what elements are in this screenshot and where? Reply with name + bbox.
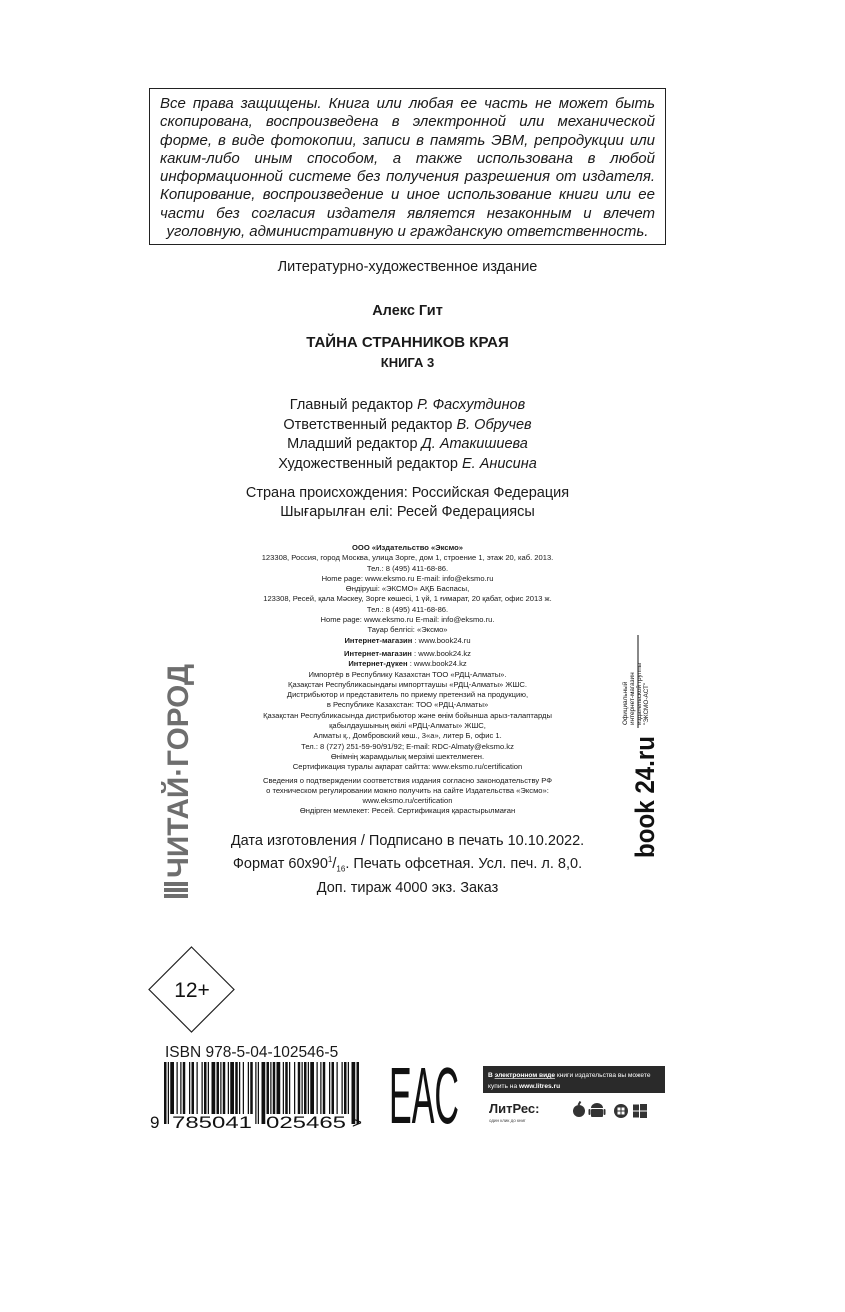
book24-caption-line: Официальный — [622, 681, 629, 725]
barcode-bar — [273, 1062, 276, 1114]
publisher-info-line: Өнімнің жарамдылық мерзімі шектелмеген. — [330, 751, 485, 761]
rights-notice-box — [149, 88, 666, 245]
barcode-bar — [170, 1062, 174, 1114]
barcode-bar — [344, 1062, 347, 1114]
barcode-bar — [243, 1062, 244, 1114]
barcode-digit-lead: 9 — [150, 1113, 160, 1132]
age-rating-text: 12+ — [174, 979, 210, 1002]
edition-type: Литературно-художественное издание — [277, 259, 538, 275]
litres-block — [483, 1066, 665, 1126]
litres-line-2: купить на www.litres.ru — [488, 1083, 561, 1090]
publisher-info-line: Home page: www.eksmo.ru E-mail: info@eksmo.ru. — [320, 615, 495, 625]
barcode-bar — [342, 1062, 343, 1114]
book-number: КНИГА 3 — [380, 355, 435, 370]
publisher-info-line: Өндіруші: «ЭКСМО» АҚБ Баспасы, — [345, 584, 470, 594]
book24-text: book 24.ru — [630, 721, 660, 858]
barcode-bar — [220, 1062, 221, 1114]
publisher-info-line: Home page: www.eksmo.ru E-mail: info@eksmo.ru — [321, 573, 494, 583]
barcode-bar — [230, 1062, 234, 1114]
book24-caption-line: интернет-магазин — [629, 672, 636, 725]
country-ru: Страна происхождения: Российская Федерация — [245, 485, 570, 501]
eac-text: EAC — [389, 1064, 459, 1126]
publisher-info-line: Интернет-магазин : www.book24.kz — [344, 648, 471, 658]
editor-line: Главный редактор Р. Фасхутдинов — [289, 397, 526, 413]
author-name: Алекс Гит — [372, 303, 443, 319]
android-icon — [589, 1103, 606, 1117]
barcode-bar — [239, 1062, 240, 1114]
windows-icon — [633, 1104, 647, 1118]
isbn: ISBN 978-5-04-102546-5 — [165, 1044, 339, 1061]
barcode-bar — [177, 1062, 178, 1114]
barcode-digits-right: 025465 — [266, 1113, 346, 1132]
barcode-bar — [270, 1062, 271, 1114]
editor-line: Младший редактор Д. Атакишиева — [287, 436, 528, 453]
book24-caption-line: издательской группы — [636, 662, 643, 725]
barcode-bar — [258, 1062, 259, 1124]
chitai-gorod-logo — [110, 660, 230, 900]
barcode-bar — [348, 1062, 349, 1114]
eac-conformity-mark — [388, 1064, 460, 1126]
publisher-info-line: 123308, Ресей, қала Мәскеу, Зорге көшесі, 1 үй, 1 ғимарат, 20 қабат, офис 2013 ж. — [263, 594, 552, 604]
age-rating-badge — [148, 946, 235, 1033]
publisher-info-line: қабылдаушының өкілі «РДЦ-Алматы» ЖШС, — [329, 721, 486, 731]
publisher-info-line: в Республике Казахстан: ТОО «РДЦ-Алматы» — [326, 700, 489, 710]
barcode-bar — [285, 1062, 288, 1114]
windows-phone-icon — [614, 1104, 628, 1118]
barcode-bar — [267, 1062, 270, 1114]
litres-tagline: один клик до книг — [489, 1118, 526, 1123]
barcode-bar — [192, 1062, 195, 1114]
barcode-bar — [235, 1062, 238, 1114]
barcode-bar — [212, 1062, 216, 1114]
editor-line: Художественный редактор Е. Анисина — [278, 455, 537, 472]
barcode-bar — [337, 1062, 338, 1114]
barcode — [150, 1062, 365, 1132]
publisher-info-line: Дистрибьютор и представитель по приему претензий на продукцию, — [286, 690, 529, 700]
publisher-info-line: Тел.: 8 (495) 411-68-86. — [366, 604, 449, 614]
barcode-bar — [310, 1062, 314, 1114]
barcode-bar — [262, 1062, 266, 1124]
print-run: Доп. тираж 4000 экз. Заказ — [316, 879, 499, 896]
publisher-info-line: ООО «Издательство «Эксмо» — [352, 543, 463, 552]
publisher-info-line: Интернет-дүкен : www.book24.kz — [348, 659, 467, 669]
publisher-info-line: Сведения о подтверждении соответствия издания согласно законодательству РФ — [262, 775, 553, 785]
barcode-bar — [255, 1062, 256, 1124]
barcode-bar — [323, 1062, 326, 1114]
barcode-bar — [183, 1062, 186, 1114]
barcode-bar — [304, 1062, 307, 1114]
publisher-info-line: Тауар белгісі: «Эксмо» — [367, 625, 448, 635]
publisher-info-line: Тел.: 8 (495) 411-68-86. — [366, 563, 449, 573]
litres-logo: ЛитРес: — [489, 1101, 540, 1116]
barcode-bar — [308, 1062, 309, 1114]
barcode-bar — [168, 1062, 169, 1124]
publisher-info-line: о техническом регулировании можно получить на сайте Издательства «Эксмо»: — [266, 785, 549, 795]
barcode-bar — [329, 1062, 330, 1114]
barcode-bar — [277, 1062, 281, 1114]
barcode-bar — [197, 1062, 198, 1114]
publisher-info-line: Өндірген мемлекет: Ресей. Сертификация қарастырылмаған — [299, 806, 516, 816]
barcode-bar — [283, 1062, 284, 1114]
book-title: ТАЙНА СТРАННИКОВ КРАЯ — [306, 334, 509, 351]
publisher-info-line: 123308, Россия, город Москва, улица Зорге, дом 1, строение 1, этаж 20, каб. 2013. — [261, 553, 554, 563]
barcode-bar — [223, 1062, 226, 1114]
barcode-bar — [248, 1062, 249, 1114]
country-kz: Шығарылған елі: Ресей Федерациясы — [280, 504, 535, 520]
editors-list — [150, 396, 665, 474]
book24-logo — [610, 630, 690, 870]
publisher-info-line: Интернет-магазин : www.book24.ru — [344, 635, 471, 645]
print-date: Дата изготовления / Подписано в печать 10.10.2022. — [230, 833, 585, 849]
barcode-bar — [228, 1062, 229, 1114]
barcode-quiet-zone-mark: > — [352, 1113, 362, 1132]
book24-caption-line: "ЭКСМО-АСТ" — [643, 682, 650, 725]
barcode-bar — [302, 1062, 303, 1114]
rights-notice: Все права защищены. Книга или любая ее часть не может быть скопирована, воспроизведена в электронной или механической форме, в виде фотокопии, записи в память ЭВМ, репродукции или каким-либо иным способом, а также использована в любой информационной системе без получения разрешения от издателя. Копирование, воспроизведение и иное использование книги или ее части без согласия издателя является незаконным и влечет уголовную, административную и гражданскую ответственность. — [160, 95, 655, 241]
barcode-bar — [250, 1062, 253, 1114]
barcode-bar — [204, 1062, 207, 1114]
publisher-info-line: Қазақстан Республикасында дистрибьютор және өнім бойынша арыз-талаптарды — [263, 710, 552, 720]
publisher-info-line: Алматы қ., Домбровский көш., 3«а», литер Б, офис 1. — [313, 731, 502, 741]
barcode-bar — [208, 1062, 209, 1114]
country-of-origin — [150, 484, 665, 522]
barcode-bar — [217, 1062, 220, 1114]
barcode-bar — [202, 1062, 203, 1114]
barcode-bar — [320, 1062, 321, 1114]
publisher-info-line: Қазақстан Республикасындағы импорттаушы «РДЦ-Алматы» ЖШС. — [288, 679, 527, 689]
barcode-digits-left: 785041 — [172, 1113, 252, 1132]
barcode-bar — [298, 1062, 301, 1114]
apple-icon — [573, 1101, 585, 1117]
barcode-bar — [317, 1062, 318, 1114]
barcode-bar — [189, 1062, 190, 1114]
barcode-bar — [180, 1062, 181, 1114]
publisher-info-line: Сертификация туралы ақпарат сайтта: www.eksmo.ru/certification — [292, 762, 523, 772]
barcode-bar — [332, 1062, 335, 1114]
publisher-info — [200, 543, 615, 817]
editor-line: Ответственный редактор В. Обручев — [283, 416, 532, 433]
chitai-gorod-text: ЧИТАЙ·ГОРОД — [162, 665, 195, 878]
barcode-bar — [294, 1062, 295, 1114]
format-line: Формат $60х90^1/_{16}$. Печать офсетная. Усл. печ. л. 8,0. — [232, 854, 583, 874]
publisher-info-line: Импортёр в Республику Казахстан ТОО «РДЦ-Алматы». — [308, 669, 507, 679]
publisher-info-line: www.eksmo.ru/certification — [362, 796, 453, 806]
litres-line-1: В электронном виде книги издательства вы можете — [488, 1072, 651, 1079]
publisher-info-line: Тел.: 8 (727) 251-59-90/91/92; E-mail: RDC-Almaty@eksmo.kz — [301, 741, 514, 751]
barcode-bar — [164, 1062, 167, 1124]
barcode-bar — [289, 1062, 290, 1114]
